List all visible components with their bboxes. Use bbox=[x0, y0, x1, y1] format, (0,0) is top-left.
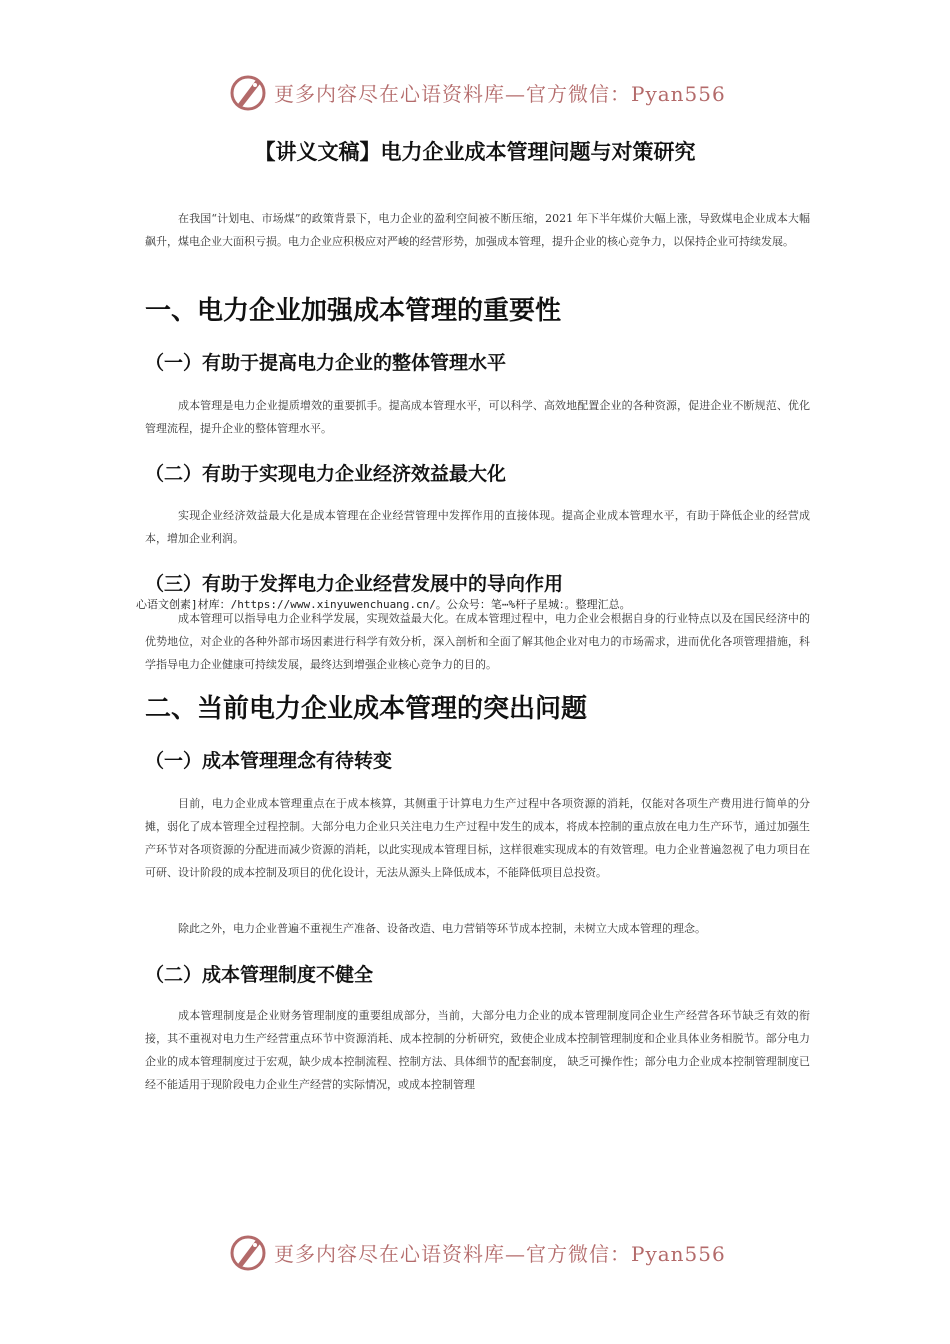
section-2-1-paragraph-2: 除此之外，电力企业普遍不重视生产准备、设备改造、电力营销等环节成本控制，未树立大成本管理的理念。 bbox=[178, 922, 706, 935]
section-1-heading: 一、电力企业加强成本管理的重要性 bbox=[145, 296, 562, 326]
section-1-3-heading: （三）有助于发挥电力企业经营发展中的导向作用 bbox=[145, 573, 564, 595]
footer-banner bbox=[228, 1230, 748, 1274]
banner-text: 更多内容尽在心语资料库—官方微信：Pyan556 bbox=[274, 1241, 726, 1266]
section-2-heading: 二、当前电力企业成本管理的突出问题 bbox=[145, 694, 588, 724]
banner-text: 更多内容尽在心语资料库—官方微信：Pyan556 bbox=[274, 81, 726, 106]
section-1-heading-wrap bbox=[145, 290, 810, 327]
section-1-1-paragraph: 成本管理是电力企业提质增效的重要抓手。提高成本管理水平，可以科学、高效地配置企业的各种资源，促进企业不断规范、优化管理流程，提升企业的整体管理水平。 bbox=[145, 399, 810, 435]
section-1-3-body bbox=[145, 607, 810, 676]
section-1-1-body bbox=[145, 394, 810, 440]
section-1-2-body bbox=[145, 504, 810, 550]
section-2-heading-wrap bbox=[145, 688, 810, 725]
section-2-1-heading: （一）成本管理理念有待转变 bbox=[145, 750, 393, 772]
section-2-2-heading-wrap bbox=[145, 960, 810, 987]
header-banner bbox=[228, 70, 748, 114]
section-1-1-heading: （一）有助于提高电力企业的整体管理水平 bbox=[145, 352, 507, 374]
section-2-2-paragraph: 成本管理制度是企业财务管理制度的重要组成部分，当前，大部分电力企业的成本管理制度同企业生产经营各环节缺乏有效的衔接，其不重视对电力生产经营重点环节中资源消耗、成本控制的分析研究，致使企业成本控制管理制度和企业具体业务相脱节。部分电力企业的成本管理制度过于宏观，缺少成本控制流程、控制方法、具体细节的配套制度， 缺乏可操作性；部分电力企业成本控制管理制度已经不能适用于现阶段电力企业生产经营的实际情况，或成本控制管理 bbox=[145, 1009, 810, 1091]
section-2-1-heading-wrap bbox=[145, 746, 810, 773]
intro-paragraph: 在我国“计划电、市场煤”的政策背景下，电力企业的盈利空间被不断压缩，2021 年下半年煤价大幅上涨，导致煤电企业成本大幅飙升，煤电企业大面积亏损。电力企业应积极应对严峻的经营形势，加强成本管理，提升企业的核心竞争力，以保持企业可持续发展。 bbox=[145, 212, 810, 248]
document-title: 【讲义文稿】电力企业成本管理问题与对策研究 bbox=[254, 140, 696, 164]
section-1-2-heading: （二）有助于实现电力企业经济效益最大化 bbox=[145, 463, 507, 485]
fountain-pen-logo-icon bbox=[228, 72, 268, 112]
section-2-2-heading: （二）成本管理制度不健全 bbox=[145, 964, 374, 986]
section-2-1-body bbox=[145, 792, 810, 884]
section-1-2-heading-wrap bbox=[145, 459, 810, 486]
section-2-1-body-2 bbox=[145, 917, 810, 940]
section-2-2-body bbox=[145, 1004, 810, 1096]
source-note: 心语文创素]材库：/https://www.xinyuwenchuang.cn/。公众号：笔⋯%杆子星城：。整理汇总。 bbox=[136, 598, 631, 611]
fountain-pen-logo-icon bbox=[228, 1232, 268, 1272]
section-1-3-heading-wrap bbox=[145, 569, 810, 596]
section-1-1-heading-wrap bbox=[145, 348, 810, 375]
intro-block bbox=[145, 207, 810, 253]
section-1-3-paragraph: 成本管理可以指导电力企业科学发展，实现效益最大化。在成本管理过程中，电力企业会根据自身的行业特点以及在国民经济中的优势地位，对企业的各种外部市场因素进行科学有效分析，深入剖析和全面了解其他企业对电力的市场需求，进而优化各项管理措施，科学指导电力企业健康可持续发展，最终达到增强企业核心竞争力的目的。 bbox=[145, 612, 810, 671]
section-2-1-paragraph-1: 目前，电力企业成本管理重点在于成本核算，其侧重于计算电力生产过程中各项资源的消耗，仅能对各项生产费用进行简单的分摊，弱化了成本管理全过程控制。大部分电力企业只关注电力生产过程中发生的成本，将成本控制的重点放在电力生产环节，通过加强生产环节对各项资源的分配进而减少资源的消耗，以此实现成本管理目标，这样很难实现成本的有效管理。电力企业普遍忽视了电力项目在可研、设计阶段的成本控制及项目的优化设计，无法从源头上降低成本，不能降低项目总投资。 bbox=[145, 797, 810, 879]
section-1-2-paragraph: 实现企业经济效益最大化是成本管理在企业经营管理中发挥作用的直接体现。提高企业成本管理水平，有助于降低企业的经营成本，增加企业利润。 bbox=[145, 509, 810, 545]
